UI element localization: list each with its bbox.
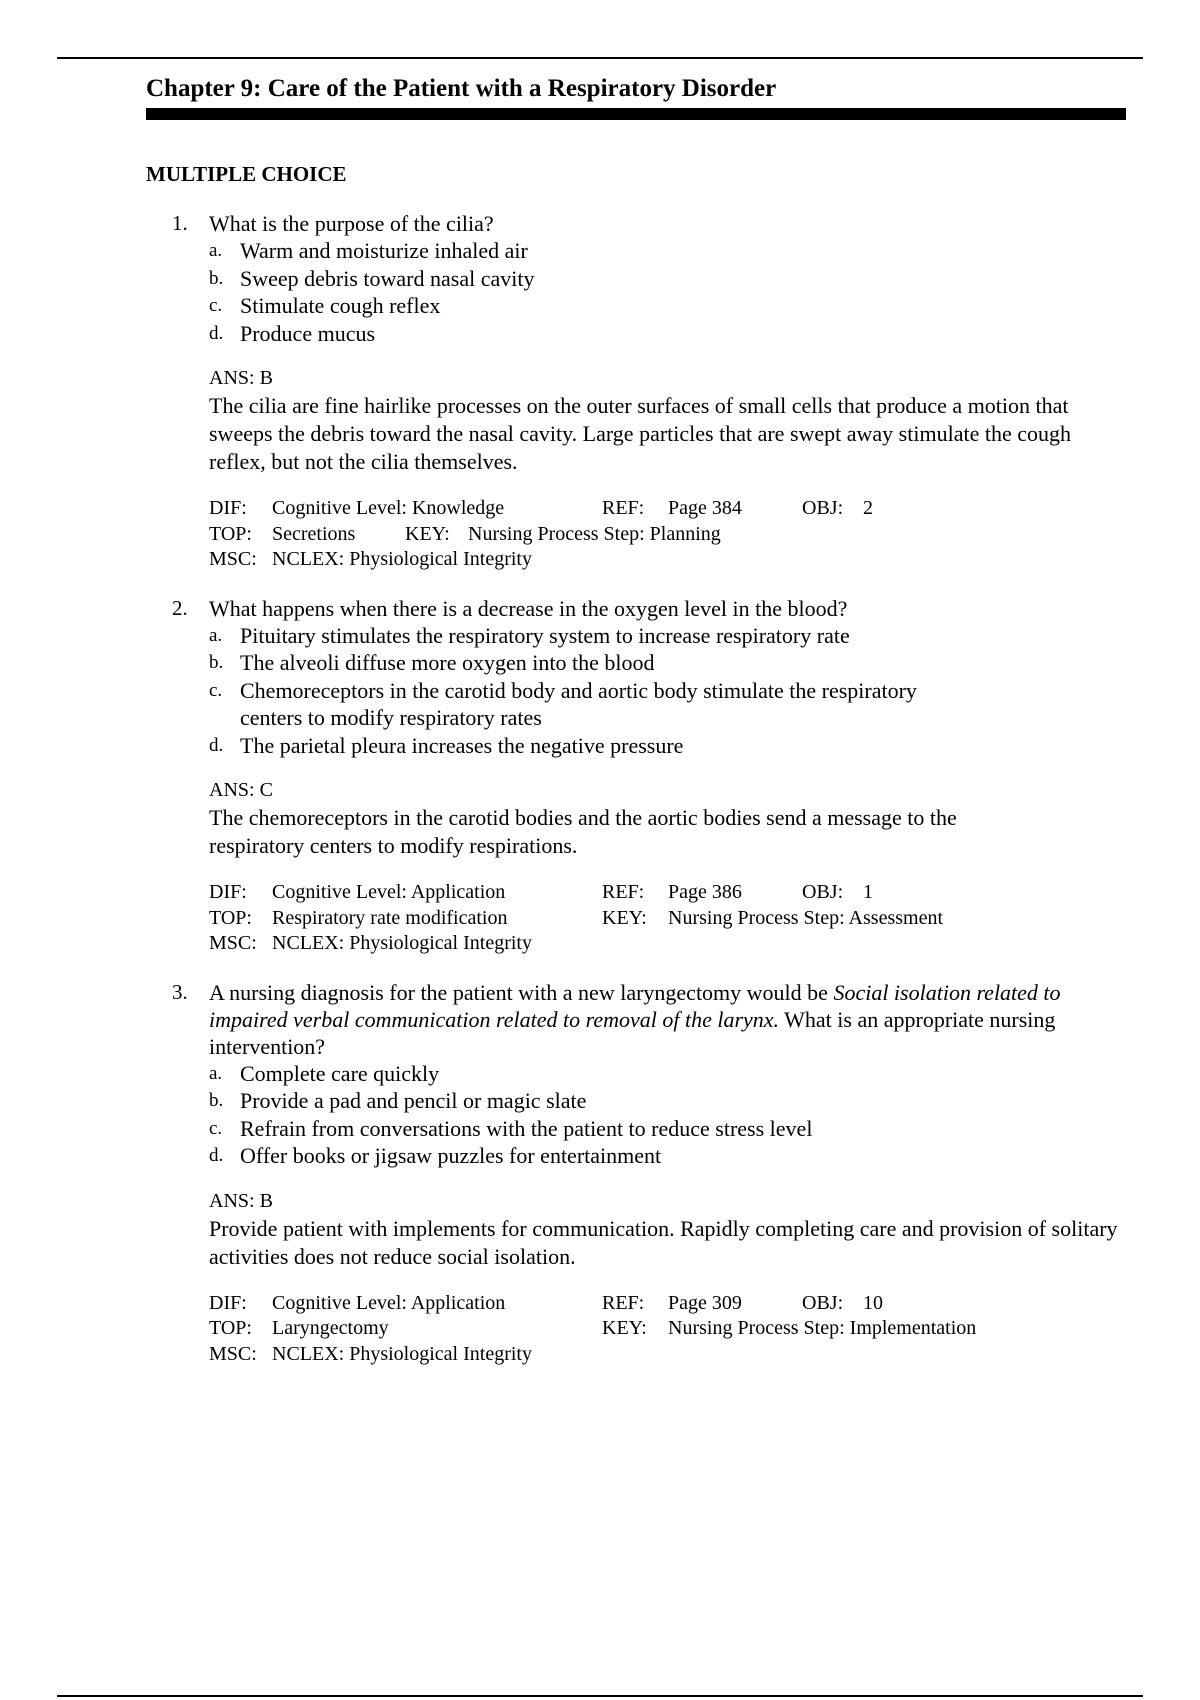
rationale: The chemoreceptors in the carotid bodies and the aortic bodies send a message to the respiratory centers to modify respirations. (209, 805, 957, 858)
option-letter: d. (209, 322, 224, 344)
dif-label: DIF: (209, 881, 247, 903)
option-letter: d. (209, 734, 224, 756)
meta-row-top (209, 522, 1126, 548)
msc-value: NCLEX: Physiological Integrity (272, 932, 532, 954)
question-1 (172, 210, 1126, 573)
key-value: Nursing Process Step: Assessment (668, 906, 943, 929)
nursing-diagnosis: Social isolation related to impaired verbal communication related to removal of the larynx. (209, 979, 1061, 1032)
option-b (209, 1087, 1126, 1115)
meta-row-top (209, 906, 1126, 932)
option-d (209, 732, 1126, 760)
option-letter: a. (209, 240, 223, 261)
chapter-title: Chapter 9: Care of the Patient with a Respiratory Disorder (146, 72, 1126, 120)
question-stem: What happens when there is a decrease in the oxygen level in the blood? (209, 595, 848, 621)
meta-row-msc (209, 1342, 1126, 1368)
key-value: Nursing Process Step: Planning (468, 522, 721, 545)
top-label: TOP: (209, 1317, 252, 1339)
dif-value: Cognitive Level: Knowledge (272, 497, 505, 519)
question-stem: What is the purpose of the cilia? (209, 211, 494, 236)
obj-value: 1 (863, 881, 873, 903)
question-stem (209, 979, 1126, 1060)
option-letter: d. (209, 1145, 224, 1166)
option-text: Complete care quickly (240, 1060, 440, 1086)
question-number: 1. (172, 211, 188, 235)
top-rule (57, 57, 1143, 59)
key-label: KEY: (602, 1317, 647, 1339)
obj-value: 2 (863, 497, 873, 519)
ref-value: Page 384 (668, 497, 742, 519)
stem-text-end: What is an appropriate nursing intervention? (209, 1006, 1056, 1059)
option-a (209, 237, 1126, 265)
option-c (209, 1115, 1126, 1143)
msc-label: MSC: (209, 1342, 257, 1365)
option-a (209, 1060, 1126, 1088)
ref-value: Page 309 (668, 1291, 742, 1314)
option-text: The alveoli diffuse more oxygen into the blood (240, 650, 655, 675)
option-c (209, 292, 1126, 320)
stem-text: A nursing diagnosis for the patient with a new laryngectomy would be (209, 979, 834, 1005)
ref-label: REF: (602, 881, 645, 903)
question-2 (172, 595, 1126, 957)
bottom-rule (57, 1695, 1143, 1697)
option-letter: a. (209, 624, 223, 646)
answer-key: ANS: B (209, 367, 273, 389)
answer-key: ANS: C (209, 779, 273, 801)
meta-row-msc (209, 547, 1126, 573)
option-letter: c. (209, 295, 223, 316)
option-letter: b. (209, 1090, 224, 1111)
meta-row-dif (209, 880, 1126, 906)
meta-row-dif (209, 496, 1126, 522)
option-letter: a. (209, 1062, 223, 1084)
option-d (209, 320, 1126, 348)
option-text: Offer books or jigsaw puzzles for entertainment (240, 1143, 662, 1168)
rationale: The cilia are fine hairlike processes on the outer surfaces of small cells that produce a motion that sweeps the debris toward the nasal cavity. Large particles that are swept away stimulate the cough reflex, but not the cilia themselves. (209, 393, 1071, 474)
option-a (209, 622, 1126, 650)
option-list (209, 237, 1126, 347)
option-text: Warm and moisturize inhaled air (240, 238, 528, 263)
question-3 (172, 979, 1126, 1368)
question-metadata (209, 880, 1126, 957)
option-b (209, 649, 1126, 677)
section-heading: MULTIPLE CHOICE (146, 162, 347, 186)
option-text: The parietal pleura increases the negative pressure (240, 732, 684, 758)
option-letter: c. (209, 679, 223, 701)
dif-value: Cognitive Level: Application (272, 1291, 506, 1314)
msc-value: NCLEX: Physiological Integrity (272, 548, 532, 570)
obj-label: OBJ: (802, 881, 844, 903)
msc-label: MSC: (209, 932, 257, 954)
top-value: Respiratory rate modification (272, 906, 508, 929)
obj-label: OBJ: (802, 1291, 844, 1314)
obj-label: OBJ: (802, 497, 844, 519)
option-text: Produce mucus (240, 320, 376, 346)
rationale: Provide patient with implements for communication. Rapidly completing care and provision of solitary activities does not reduce social isolation. (209, 1215, 1118, 1269)
msc-label: MSC: (209, 548, 257, 570)
option-text: Stimulate cough reflex (240, 293, 441, 318)
option-list (209, 1060, 1126, 1170)
document-page (146, 72, 1126, 1389)
ref-label: REF: (602, 1291, 645, 1314)
key-label: KEY: (602, 906, 647, 929)
option-b (209, 265, 1126, 293)
option-text: Pituitary stimulates the respiratory system to increase respiratory rate (240, 622, 850, 648)
answer-key: ANS: B (209, 1189, 273, 1212)
option-letter: b. (209, 652, 224, 673)
dif-label: DIF: (209, 1291, 247, 1314)
meta-row-top (209, 1316, 1126, 1342)
option-letter: c. (209, 1117, 223, 1139)
option-d (209, 1142, 1126, 1170)
question-number: 2. (172, 595, 188, 620)
option-text: Refrain from conversations with the patient to reduce stress level (240, 1115, 813, 1141)
msc-value: NCLEX: Physiological Integrity (272, 1342, 532, 1365)
top-value: Laryngectomy (272, 1317, 389, 1339)
top-label: TOP: (209, 906, 252, 929)
question-metadata (209, 1291, 1126, 1368)
option-text: Chemoreceptors in the carotid body and aortic body stimulate the respiratory centers to modify respiratory rates (240, 677, 917, 730)
meta-row-msc (209, 931, 1126, 957)
option-c (209, 677, 1126, 732)
option-text: Sweep debris toward nasal cavity (240, 265, 535, 291)
ref-value: Page 386 (668, 881, 742, 903)
key-value: Nursing Process Step: Implementation (668, 1317, 977, 1339)
meta-row-dif (209, 1291, 1126, 1317)
obj-value: 10 (863, 1291, 883, 1314)
question-metadata (209, 496, 1126, 573)
top-value: Secretions (272, 522, 356, 545)
ref-label: REF: (602, 497, 645, 519)
option-text: Provide a pad and pencil or magic slate (240, 1088, 587, 1113)
top-label: TOP: (209, 522, 252, 545)
option-letter: b. (209, 267, 224, 289)
question-number: 3. (172, 979, 188, 1004)
option-list (209, 622, 1126, 760)
key-label: KEY: (405, 522, 450, 545)
dif-value: Cognitive Level: Application (272, 881, 506, 903)
dif-label: DIF: (209, 497, 247, 519)
